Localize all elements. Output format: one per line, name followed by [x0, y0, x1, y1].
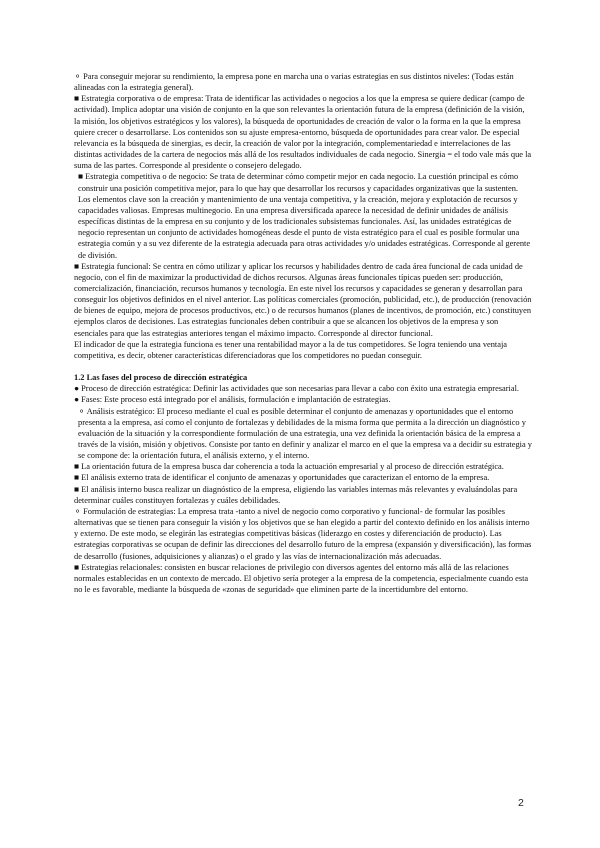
paragraph-strategic-analysis: ⚬ Análisis estratégico: El proceso mediante el cual es posible determinar el conjunto de amenazas y oportunidades que el entorno presenta a la empresa, así como el conjunto de fortalezas y debilidades de la misma forma que permita a la dirección un diagnóstico y evaluación de la situación y la correspondiente formulación de una estrategia, una vez definida la orientación básica de la empresa a través de la visión, misión y objetivos. Consiste por tanto en definir y analizar el marco en el que la empresa va a decidir su estrategia y se compone de: la orientación futura, el análisis externo, y el interno.	[78, 406, 532, 461]
section-heading: 1.2 Las fases del proceso de dirección estratégica	[74, 373, 248, 383]
page-content	[74, 71, 532, 595]
paragraph-phases: ● Fases: Este proceso está integrado por el análisis, formulación e implantación de estrategias.	[74, 395, 391, 405]
spacer	[74, 361, 532, 372]
page-number: 2	[518, 797, 524, 809]
paragraph-relational-strategies: ■ Estrategias relacionales: consisten en buscar relaciones de privilegio con diversos agentes del entorno más allá de las relaciones normales establecidas en un contexto de mercado. El objetivo sería proteger a la empresa de la competencia, especialmente cuando esta no le es favorable, mediante la búsqueda de «zonas de seguridad» que eliminen parte de la incertidumbre del entorno.	[74, 562, 529, 595]
paragraph-future-orientation: ■ La orientación futura de la empresa busca dar coherencia a toda la actuación empresarial y al proceso de dirección estratégica.	[74, 462, 504, 472]
paragraph-corporate-strategy: ■ Estrategia corporativa o de empresa: Trata de identificar las actividades o negocios a los que la empresa se quiere dedicar (campo de actividad). Implica adoptar una visión de conjunto en la que son relevantes la orientación futura de la empresa (definición de la visión, la misión, los objetivos estratégicos y los valores), la búsqueda de oportunidades de creación de valor o la forma en la que la empresa quiere crecer o desarrollarse. Los contenidos son su ajuste empresa-entorno, búsqueda de oportunidades para crear valor. De especial relevancia es la búsqueda de sinergias, es decir, la creación de valor por la integración, complementariedad e interrelaciones de las distintas actividades de la cartera de negocios más allá de los resultados individuales de cada negocio. Sinergia = el todo vale más que la suma de las partes. Corresponde al presidente o consejero delegado.	[74, 94, 532, 171]
paragraph-internal-analysis: ■ El análisis interno busca realizar un diagnóstico de la empresa, eligiendo las variables internas más relevantes y evaluándolas para determinar cuáles constituyen fortalezas y cuáles debilidades.	[74, 484, 518, 505]
paragraph-indicator: El indicador de que la estrategia funciona es tener una rentabilidad mayor a la de tus competidores. Se logra teniendo una ventaja competitiva, es decir, obtener características diferenciadoras que los competidores no puedan conseguir.	[74, 339, 508, 360]
paragraph-competitive-strategy: ■ Estrategia competitiva o de negocio: Se trata de determinar cómo competir mejor en cada negocio. La cuestión principal es cómo construir una posición competitiva mejor, para lo que hay que desarrollar los recursos y capacidades organizativas que la sustenten. Los elementos clave son la creación y mantenimiento de una ventaja competitiva, y la creación, mejora y explotación de recursos y capacidades valiosas. Empresas multinegocio. En una empresa diversificada aparece la necesidad de definir unidades de análisis específicas distintas de la empresa en su conjunto y de los tradicionales subsistemas funcionales. Así, las unidades estratégicas de negocio representan un conjunto de actividades homogéneas desde el punto de vista estratégico para el cual es posible formular una estrategia común y a su vez diferente de la estrategia adecuada para otras actividades y/o unidades estratégicas. Corresponde al gerente de división.	[78, 172, 531, 260]
paragraph-external-analysis: ■ El análisis externo trata de identificar el conjunto de amenazas y oportunidades que caracterizan el entorno de la empresa.	[74, 473, 490, 483]
paragraph-process-definition: ● Proceso de dirección estratégica: Definir las actividades que son necesarias para llevar a cabo con éxito una estrategia empresarial.	[74, 384, 520, 394]
paragraph-strategy-formulation: ⚬ Formulación de estrategias: La empresa trata -tanto a nivel de negocio como corporativo y funcional- de formular las posibles alternativas que se tienen para conseguir la visión y los objetivos que se han elegido a partir del contexto definido en los análisis interno y externo. De este modo, se elegirán las estrategias competitivas básicas (liderazgo en costes y diferenciación de producto). Las estrategias corporativas se ocupan de definir las direcciones del desarrollo futuro de la empresa (expansión y diversificación), las formas de desarrollo (fusiones, adquisiciones y alianzas) o el grado y las vías de internacionalización más adecuadas.	[74, 506, 532, 561]
paragraph-levels-intro: ⚬ Para conseguir mejorar su rendimiento, la empresa pone en marcha una o varias estrategias en sus distintos niveles: (Todas están alineadas con la estrategia general).	[74, 72, 514, 93]
paragraph-functional-strategy: ■ Estrategia funcional: Se centra en cómo utilizar y aplicar los recursos y habilidades dentro de cada área funcional de cada unidad de negocio, con el fin de maximizar la productividad de dichos recursos. Algunas áreas funcionales típicas pueden ser: producción, comercialización, financiación, recursos humanos y tecnología. En este nivel los recursos y capacidades se generan y desarrollan para conseguir los objetivos definidos en el nivel anterior. Las políticas comerciales (promoción, publicidad, etc.), de producción (renovación de bienes de equipo, mejora de procesos productivos, etc.) o de recursos humanos (planes de incentivos, de promoción, etc.) constituyen ejemplos claros de decisiones. Las estrategias funcionales deben contribuir a que se alcancen los objetivos de la empresa y son esenciales para que las estrategias anteriores tengan el máximo impacto. Corresponde al director funcional.	[74, 261, 532, 338]
